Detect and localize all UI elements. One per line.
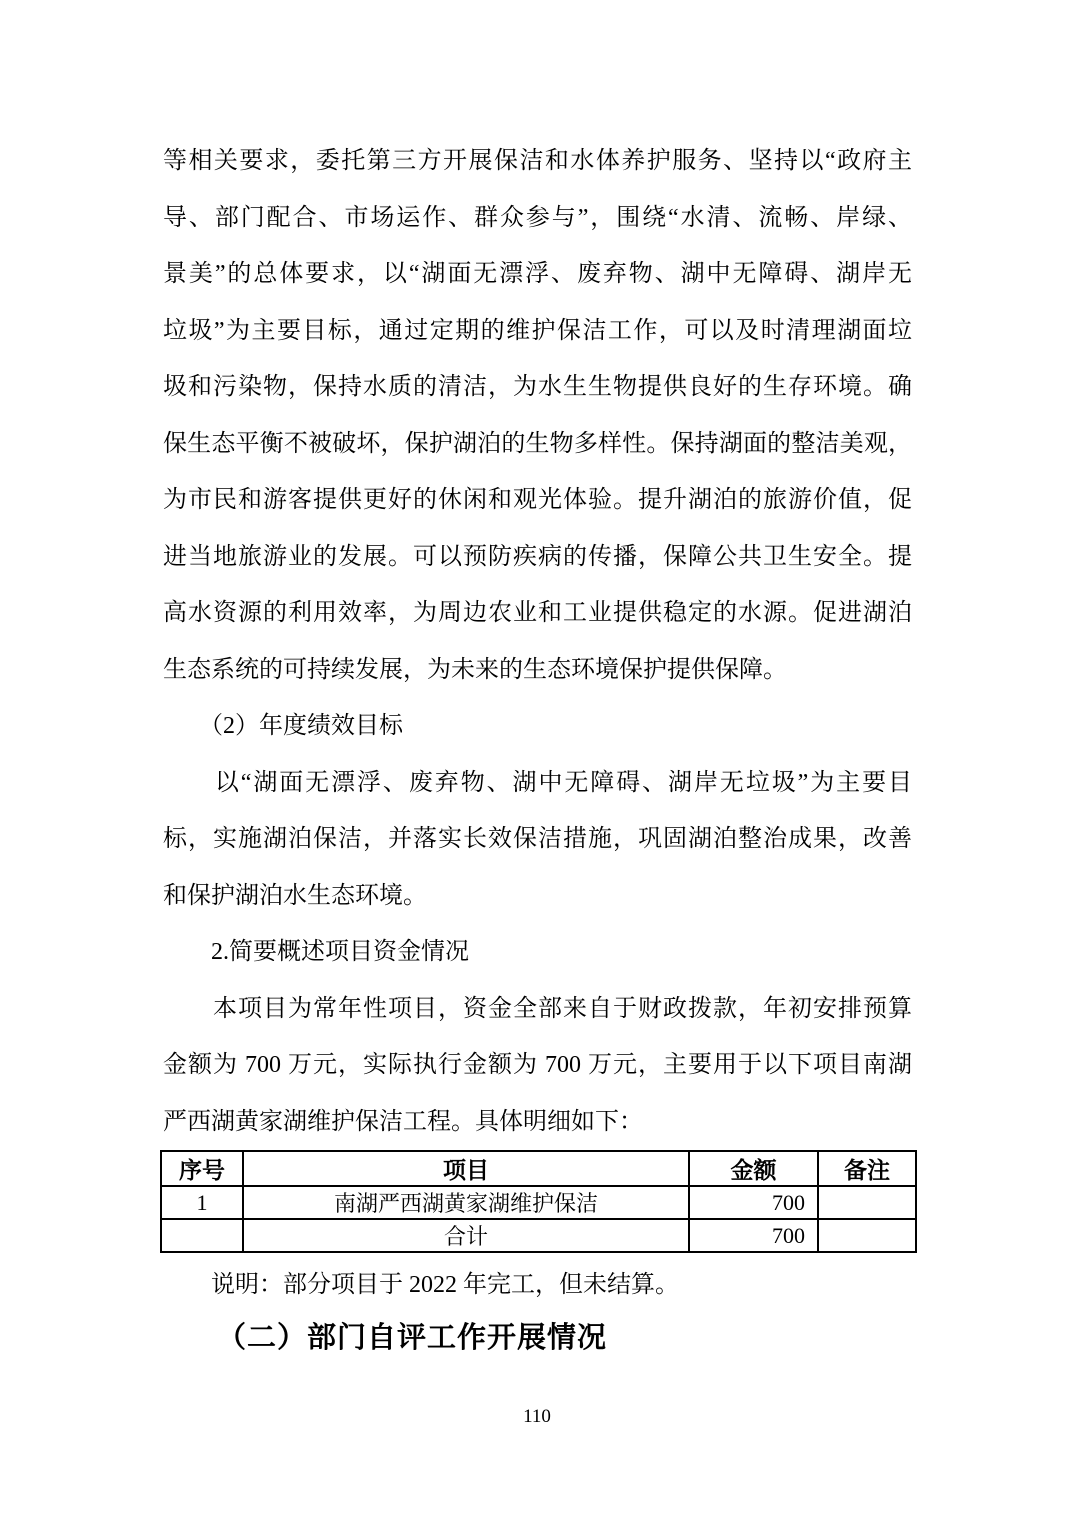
cell-remark — [818, 1186, 916, 1219]
text-line: 2.简要概述项目资金情况 — [163, 939, 469, 965]
table-row-project-1 — [161, 1186, 916, 1219]
cell-index — [161, 1219, 243, 1252]
text-line: 和保护湖泊水生态环境。 — [163, 882, 427, 909]
paragraph-lake-maintenance-overview — [163, 133, 912, 698]
table-header-index: 序号 — [161, 1151, 243, 1186]
text-line: 为市民和游客提供更好的休闲和观光体验。提升湖泊的旅游价值，促 — [163, 487, 912, 513]
text-line: 进当地旅游业的发展。可以预防疾病的传播，保障公共卫生安全。提 — [163, 543, 912, 570]
table-row-total — [161, 1219, 916, 1252]
text-line: 等相关要求，委托第三方开展保洁和水体养护服务、坚持以“政府主 — [163, 148, 912, 174]
text-line: 导、部门配合、市场运作、群众参与”，围绕“水清、流畅、岸绿、 — [163, 204, 912, 231]
paragraph-annual-target-title — [163, 698, 912, 755]
cell-total-amount: 700 — [689, 1219, 818, 1252]
page-number: 110 — [523, 1406, 551, 1427]
paragraph-funding-body — [163, 981, 912, 1151]
text-line: 严西湖黄家湖维护保洁工程。具体明细如下： — [163, 1108, 643, 1135]
cell-project-name: 南湖严西湖黄家湖维护保洁 — [243, 1186, 689, 1219]
text-line: 以“湖面无漂浮、废弃物、湖中无障碍、湖岸无垃圾”为主要目 — [163, 769, 912, 796]
cell-remark — [818, 1219, 916, 1252]
text-line: 金额为 700 万元，实际执行金额为 700 万元，主要用于以下项目南湖 — [163, 1052, 912, 1078]
paragraph-annual-target-body — [163, 755, 912, 925]
table-header-project: 项目 — [243, 1151, 689, 1186]
cell-total-label: 合计 — [243, 1219, 689, 1252]
cell-amount: 700 — [689, 1186, 818, 1219]
text-line: （2）年度绩效目标 — [163, 713, 403, 739]
text-line: 景美”的总体要求，以“湖面无漂浮、废弃物、湖中无障碍、湖岸无 — [163, 261, 912, 287]
cell-index: 1 — [161, 1186, 243, 1219]
text-line: 保生态平衡不被破坏，保护湖泊的生物多样性。保持湖面的整洁美观， — [163, 430, 912, 457]
text-line: 垃圾”为主要目标，通过定期的维护保洁工作，可以及时清理湖面垃 — [163, 317, 912, 344]
document-content — [163, 133, 912, 1360]
text-line: 标，实施湖泊保洁，并落实长效保洁措施，巩固湖泊整治成果，改善 — [163, 826, 912, 852]
table-header-remark: 备注 — [818, 1151, 916, 1186]
text-line: 高水资源的利用效率，为周边农业和工业提供稳定的水源。促进湖泊 — [163, 600, 912, 626]
paragraph-funding-title — [163, 924, 912, 981]
funding-table-header-row — [161, 1151, 916, 1186]
section-heading-self-evaluation: （二）部门自评工作开展情况 — [217, 1322, 608, 1354]
table-header-amount: 金额 — [689, 1151, 818, 1186]
settlement-note: 说明：部分项目于 2022 年完工，但未结算。 — [163, 1272, 679, 1298]
text-line: 本项目为常年性项目，资金全部来自于财政拨款，年初安排预算 — [163, 995, 912, 1022]
funding-table — [160, 1150, 917, 1253]
text-line: 生态系统的可持续发展，为未来的生态环境保护提供保障。 — [163, 656, 787, 683]
text-line: 圾和污染物，保持水质的清洁，为水生生物提供良好的生存环境。确 — [163, 374, 912, 400]
